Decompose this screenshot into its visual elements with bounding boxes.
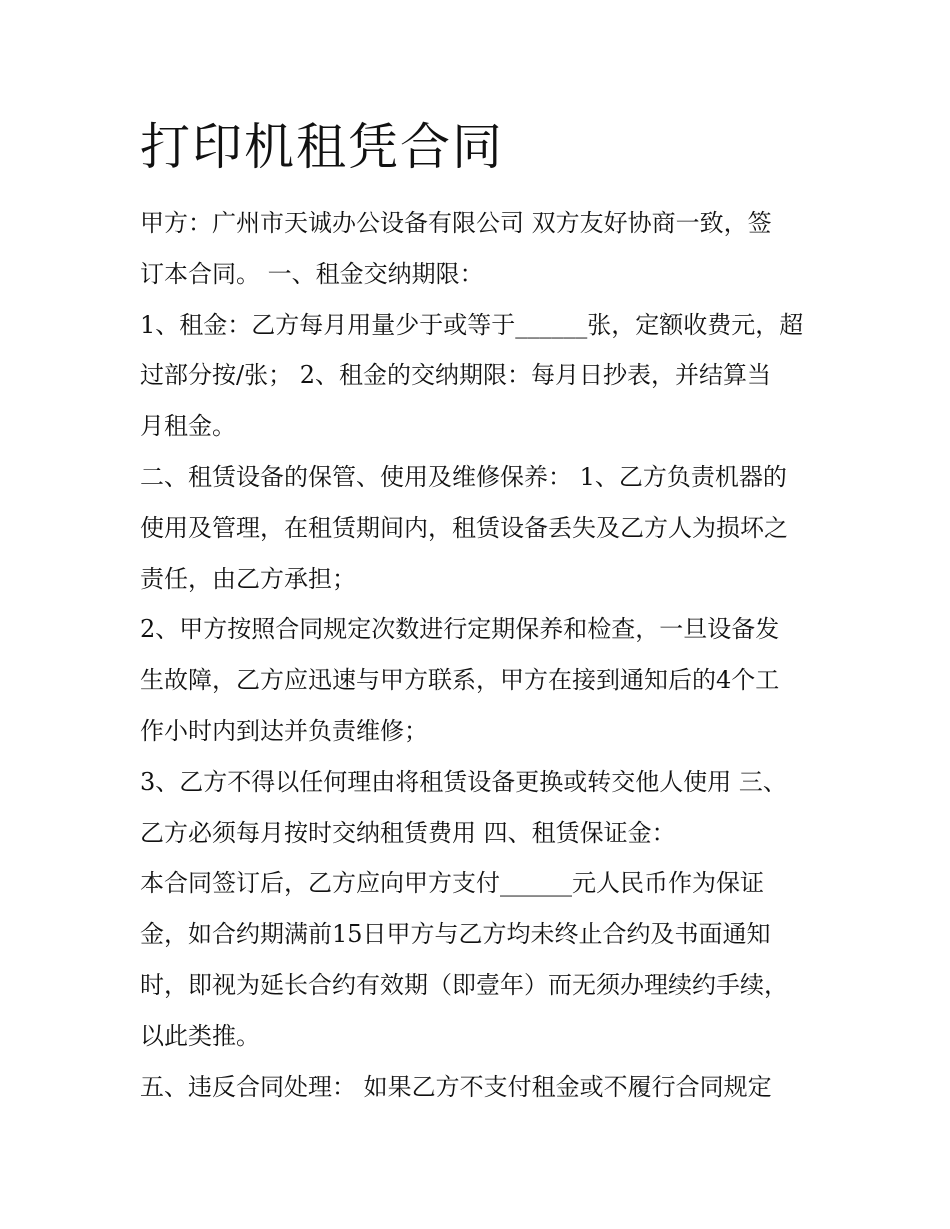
body-line-10: 生故障，乙方应迅速与甲方联系，甲方在接到通知后的4个工 (140, 666, 780, 695)
body-line-8: 责任，由乙方承担； (140, 564, 356, 593)
document-body (140, 198, 820, 1112)
body-line-17: 以此类推。 (140, 1021, 260, 1050)
body-line-9: 2、甲方按照合同规定次数进行定期保养和检查，一旦设备发 (140, 615, 780, 644)
body-line-2: 订本合同。 一、租金交纳期限： (140, 259, 484, 288)
document-title: 打印机租凭合同 (140, 118, 504, 176)
body-line-1: 甲方：广州市天诚办公设备有限公司 双方友好协商一致，签 (140, 209, 772, 237)
body-line-18: 五、违反合同处理： 如果乙方不支付租金或不履行合同规定 (140, 1072, 772, 1101)
body-line-12: 3、乙方不得以任何理由将租赁设备更换或转交他人使用 三、 (140, 767, 787, 796)
body-line-7: 使用及管理，在租赁期间内，租赁设备丢失及乙方人为损坏之 (140, 513, 788, 542)
body-line-4: 过部分按/张； 2、租金的交纳期限：每月日抄表，并结算当 (140, 361, 771, 390)
body-line-15: 金，如合约期满前15日甲方与乙方均未终止合约及书面通知 (140, 920, 771, 949)
body-line-11: 作小时内到达并负责维修； (140, 716, 428, 745)
body-line-6: 二、租赁设备的保管、使用及维修保养： 1、乙方负责机器的 (140, 462, 787, 491)
body-line-13: 乙方必须每月按时交纳租赁费用 四、租赁保证金： (140, 818, 676, 847)
body-line-5: 月租金。 (140, 412, 236, 441)
body-line-3: 1、租金：乙方每月用量少于或等于______张，定额收费元，超 (140, 310, 804, 339)
body-line-14: 本合同签订后，乙方应向甲方支付______元人民币作为保证 (140, 869, 764, 898)
body-line-16: 时，即视为延长合约有效期（即壹年）而无须办理续约手续， (140, 970, 788, 999)
